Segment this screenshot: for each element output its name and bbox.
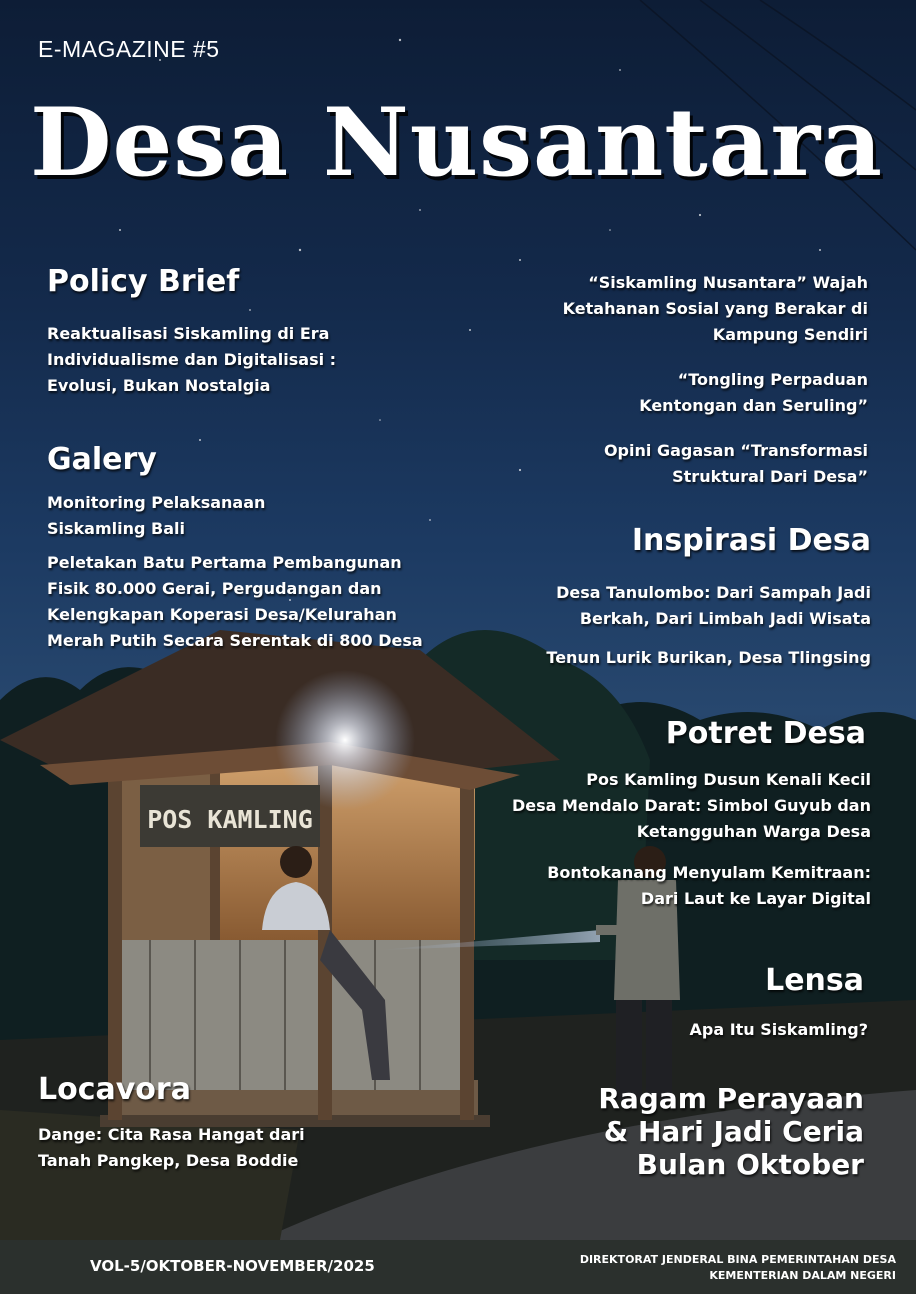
locavora-heading: Locavora — [38, 1072, 191, 1107]
article-line: Tanah Pangkep, Desa Boddie — [38, 1151, 299, 1170]
publisher-label — [580, 1252, 896, 1284]
article-line: “Siskamling Nusantara” Wajah — [588, 273, 868, 292]
issue-label: E-MAGAZINE #5 — [38, 36, 220, 62]
inspirasi-article-1[interactable] — [471, 580, 871, 632]
article-line: Desa Tanulombo: Dari Sampah Jadi — [556, 583, 871, 602]
article-line: Kampung Sendiri — [712, 325, 868, 344]
article-line: Pos Kamling Dusun Kenali Kecil — [586, 770, 871, 789]
hut-lower-wall — [110, 940, 470, 1090]
article-line: Dange: Cita Rasa Hangat dari — [38, 1125, 305, 1144]
article-line: Ketahanan Sosial yang Berakar di — [562, 299, 868, 318]
cover-footer — [0, 1240, 916, 1294]
masthead-title: Desa Nusantara — [30, 88, 884, 198]
article-line: Dari Laut ke Layar Digital — [640, 889, 871, 908]
feature-line: Ragam Perayaan — [598, 1082, 864, 1115]
article-line: Opini Gagasan “Transformasi — [603, 441, 868, 460]
potret-article-2[interactable] — [471, 860, 871, 912]
article-line: Bontokanang Menyulam Kemitraan: — [547, 863, 871, 882]
feature-article-1[interactable] — [468, 270, 868, 348]
feature-line: Bulan Oktober — [636, 1148, 864, 1181]
article-line: Monitoring Pelaksanaan — [47, 493, 266, 512]
article-line: Apa Itu Siskamling? — [689, 1020, 868, 1039]
article-line: Struktural Dari Desa” — [672, 467, 868, 486]
potret-article-1[interactable] — [451, 767, 871, 845]
policy-brief-heading: Policy Brief — [47, 264, 240, 299]
inspirasi-desa-heading: Inspirasi Desa — [631, 523, 871, 558]
article-line: Fisik 80.000 Gerai, Pergudangan dan — [47, 579, 382, 598]
article-line: “Tongling Perpaduan — [677, 370, 868, 389]
article-line: Evolusi, Bukan Nostalgia — [47, 376, 271, 395]
publisher-line: DIREKTORAT JENDERAL BINA PEMERINTAHAN DESA — [579, 1253, 896, 1266]
article-line: Siskamling Bali — [47, 519, 185, 538]
feature-article-2[interactable] — [488, 367, 868, 419]
article-line: Ketangguhan Warga Desa — [636, 822, 871, 841]
article-line: Kentongan dan Seruling” — [639, 396, 868, 415]
galery-article-1[interactable] — [47, 490, 377, 542]
galery-heading: Galery — [47, 442, 157, 477]
article-line: Desa Mendalo Darat: Simbol Guyub dan — [511, 796, 871, 815]
article-line: Berkah, Dari Limbah Jadi Wisata — [579, 609, 871, 628]
inspirasi-article-2[interactable] — [471, 645, 871, 671]
article-line: Reaktualisasi Siskamling di Era — [47, 324, 330, 343]
galery-article-2[interactable] — [47, 550, 467, 654]
article-line: Individualisme dan Digitalisasi : — [47, 350, 337, 369]
ragam-perayaan-feature[interactable] — [504, 1082, 864, 1181]
article-line: Tenun Lurik Burikan, Desa Tlingsing — [546, 648, 871, 667]
policy-brief-article[interactable] — [47, 321, 377, 399]
article-line: Kelengkapan Koperasi Desa/Kelurahan — [47, 605, 397, 624]
publisher-line: KEMENTERIAN DALAM NEGERI — [709, 1269, 896, 1282]
article-line: Peletakan Batu Pertama Pembangunan — [47, 553, 402, 572]
feature-line: & Hari Jadi Ceria — [603, 1115, 864, 1148]
lensa-heading: Lensa — [765, 963, 864, 998]
sign-label: POS KAMLING — [147, 805, 313, 834]
potret-desa-heading: Potret Desa — [665, 716, 866, 751]
locavora-article[interactable] — [38, 1122, 358, 1174]
lensa-article-1[interactable] — [568, 1017, 868, 1043]
article-line: Merah Putih Secara Serentak di 800 Desa — [47, 631, 423, 650]
feature-article-3[interactable] — [488, 438, 868, 490]
volume-label: VOL-5/OKTOBER-NOVEMBER/2025 — [90, 1257, 375, 1275]
